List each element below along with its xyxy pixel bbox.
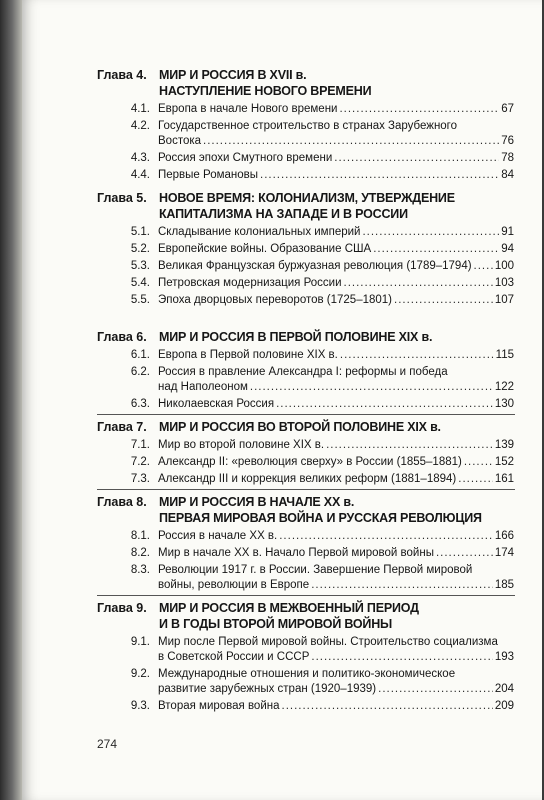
entry-title-line: Европейские войны. Образование США bbox=[158, 243, 372, 255]
chapter-9 bbox=[22, 599, 542, 714]
chapter-title-line: И В ГОДЫ ВТОРОЙ МИРОВОЙ ВОЙНЫ bbox=[159, 617, 393, 631]
entry-title-line: развитие зарубежных стран (1920–1939) bbox=[158, 683, 377, 695]
chapter-title bbox=[159, 600, 489, 632]
entry-title-line: Вторая мировая война bbox=[158, 700, 280, 712]
entry-number: 7.2. bbox=[130, 456, 150, 468]
toc-entry bbox=[22, 242, 542, 257]
entry-page-number: 76 bbox=[501, 135, 514, 147]
dot-leader bbox=[362, 225, 499, 240]
entry-title-line: Востока bbox=[158, 135, 202, 147]
dot-leader bbox=[378, 682, 493, 697]
dot-leader bbox=[339, 102, 499, 117]
dot-leader bbox=[394, 293, 493, 308]
entry-title-line: Эпоха дворцовых переворотов (1725–1801) bbox=[158, 294, 393, 306]
toc-entry bbox=[22, 293, 542, 308]
entry-number: 5.2. bbox=[130, 243, 150, 255]
chapter-title-line: МИР И РОССИЯ В ПЕРВОЙ ПОЛОВИНЕ XIX в. bbox=[159, 330, 433, 344]
entry-title-line: войны, революции в Европе bbox=[158, 579, 310, 591]
toc-entry bbox=[22, 455, 542, 470]
chapter-divider bbox=[97, 414, 515, 415]
dot-leader bbox=[203, 134, 499, 149]
entry-title-line: Петровская модернизация России bbox=[158, 277, 342, 289]
entry-number: 4.2. bbox=[130, 120, 150, 132]
entry-title-line: Россия в правление Александра I: реформы и победа bbox=[158, 366, 448, 378]
chapter-8 bbox=[22, 493, 542, 593]
chapter-label: Глава 5. bbox=[97, 191, 147, 205]
entry-number: 4.4. bbox=[130, 169, 150, 181]
entry-number: 4.1. bbox=[130, 103, 150, 115]
chapter-4 bbox=[22, 66, 542, 183]
chapter-title bbox=[159, 329, 489, 345]
entry-title-line: Первые Романовы bbox=[158, 169, 259, 181]
dot-leader bbox=[334, 151, 499, 166]
entry-number: 4.3. bbox=[130, 152, 150, 164]
entry-number: 6.2. bbox=[130, 366, 150, 378]
toc-entry bbox=[22, 397, 542, 412]
chapter-title-line: МИР И РОССИЯ В XVII в. bbox=[159, 68, 307, 82]
dot-leader bbox=[458, 472, 493, 487]
entry-title-line: Александр II: «революция сверху» в России (1855–1881) bbox=[158, 456, 462, 468]
chapter-heading bbox=[22, 599, 542, 635]
entry-page-number: 161 bbox=[494, 473, 514, 485]
dot-leader bbox=[474, 259, 493, 274]
entry-page-number: 94 bbox=[501, 243, 514, 255]
book-spine-shadow bbox=[0, 0, 22, 800]
chapter-label: Глава 7. bbox=[97, 420, 147, 434]
toc-entry bbox=[22, 546, 542, 561]
toc-entry bbox=[22, 365, 542, 395]
entry-page-number: 103 bbox=[494, 277, 514, 289]
chapter-title-line: НОВОЕ ВРЕМЯ: КОЛОНИАЛИЗМ, УТВЕРЖДЕНИЕ bbox=[159, 191, 455, 205]
entry-number: 6.3. bbox=[130, 398, 150, 410]
chapter-title bbox=[159, 419, 489, 435]
toc-entry bbox=[22, 259, 542, 274]
dot-leader bbox=[436, 546, 493, 561]
entry-page-number: 115 bbox=[495, 349, 514, 361]
chapter-heading bbox=[22, 328, 542, 348]
entry-number: 6.1. bbox=[130, 349, 150, 361]
entry-title-line: Великая Французская буржуазная революция (1789–1794) bbox=[158, 260, 472, 272]
entry-title-line: Россия в начале XX в. bbox=[158, 530, 278, 542]
entry-page-number: 209 bbox=[494, 700, 514, 712]
toc-entry bbox=[22, 699, 542, 714]
dot-leader bbox=[311, 650, 492, 665]
entry-page-number: 152 bbox=[494, 456, 514, 468]
toc-entry bbox=[22, 472, 542, 487]
entry-number: 5.5. bbox=[130, 294, 150, 306]
toc-entry bbox=[22, 151, 542, 166]
entry-number: 8.3. bbox=[130, 564, 150, 576]
dot-leader bbox=[326, 438, 493, 453]
toc-entry bbox=[22, 168, 542, 183]
entry-page-number: 78 bbox=[501, 152, 514, 164]
dot-leader bbox=[276, 397, 493, 412]
entry-page-number: 100 bbox=[494, 260, 514, 272]
entry-title-line: в Советской России и СССР bbox=[158, 651, 310, 663]
chapter-divider bbox=[97, 595, 515, 596]
entry-title-line: Мир после Первой мировой войны. Строительство социализма bbox=[158, 636, 498, 648]
entry-page-number: 130 bbox=[494, 398, 514, 410]
entry-page-number: 174 bbox=[494, 547, 514, 559]
chapter-5 bbox=[22, 189, 542, 308]
toc-entry bbox=[22, 563, 542, 593]
entry-number: 5.1. bbox=[130, 226, 150, 238]
chapter-title-line: МИР И РОССИЯ ВО ВТОРОЙ ПОЛОВИНЕ XIX в. bbox=[159, 420, 441, 434]
entry-number: 5.3. bbox=[130, 260, 150, 272]
dot-leader bbox=[260, 168, 499, 183]
entry-number: 9.2. bbox=[130, 668, 150, 680]
entry-page-number: 122 bbox=[494, 381, 514, 393]
toc-entry bbox=[22, 276, 542, 291]
dot-leader bbox=[344, 276, 493, 291]
toc-entry bbox=[22, 438, 542, 453]
entry-page-number: 193 bbox=[494, 651, 514, 663]
chapter-title-line: МИР И РОССИЯ В НАЧАЛЕ XX в. bbox=[159, 495, 355, 509]
entry-page-number: 67 bbox=[501, 103, 514, 115]
page-number: 274 bbox=[97, 737, 118, 751]
entry-title-line: Европа в начале Нового времени bbox=[158, 103, 338, 115]
toc-entry bbox=[22, 529, 542, 544]
toc-entry bbox=[22, 667, 542, 697]
entry-title-line: Россия эпохи Смутного времени bbox=[158, 152, 333, 164]
entry-title-line: над Наполеоном bbox=[158, 381, 248, 393]
toc-entry bbox=[22, 225, 542, 240]
dot-leader bbox=[279, 529, 493, 544]
entry-title-line: Николаевская Россия bbox=[158, 398, 275, 410]
toc-entry bbox=[22, 102, 542, 117]
entry-title-line: Европа в Первой половине XIX в. bbox=[158, 349, 338, 361]
chapter-heading bbox=[22, 493, 542, 529]
toc-entry bbox=[22, 119, 542, 149]
chapter-title bbox=[159, 67, 489, 99]
dot-leader bbox=[250, 380, 493, 395]
entry-title-line: Революции 1917 г. в России. Завершение Первой мировой bbox=[158, 564, 473, 576]
chapter-7 bbox=[22, 418, 542, 487]
entry-page-number: 91 bbox=[501, 226, 514, 238]
dot-leader bbox=[282, 699, 493, 714]
chapter-title-line: НАСТУПЛЕНИЕ НОВОГО ВРЕМЕНИ bbox=[159, 84, 372, 98]
entry-number: 9.3. bbox=[130, 700, 150, 712]
entry-page-number: 185 bbox=[494, 579, 514, 591]
entry-title-line: Международные отношения и политико-экономическое bbox=[158, 668, 456, 680]
chapter-title bbox=[159, 494, 489, 526]
chapter-title-line: МИР И РОССИЯ В МЕЖВОЕННЫЙ ПЕРИОД bbox=[159, 601, 419, 615]
chapter-label: Глава 4. bbox=[97, 68, 147, 82]
entry-number: 7.1. bbox=[130, 439, 150, 451]
chapter-label: Глава 6. bbox=[97, 330, 147, 344]
toc-entry bbox=[22, 635, 542, 665]
chapter-6 bbox=[22, 328, 542, 412]
chapter-label: Глава 9. bbox=[97, 601, 147, 615]
chapter-heading bbox=[22, 418, 542, 438]
chapter-title-line: ПЕРВАЯ МИРОВАЯ ВОЙНА И РУССКАЯ РЕВОЛЮЦИЯ bbox=[159, 511, 482, 525]
entry-title-line: Мир во второй половине XIX в. bbox=[158, 439, 325, 451]
entry-page-number: 139 bbox=[494, 439, 514, 451]
entry-number: 8.1. bbox=[130, 530, 150, 542]
entry-number: 7.3. bbox=[130, 473, 150, 485]
dot-leader bbox=[340, 348, 494, 363]
entry-page-number: 204 bbox=[494, 683, 514, 695]
chapter-heading bbox=[22, 189, 542, 225]
entry-number: 8.2. bbox=[130, 547, 150, 559]
chapter-title-line: КАПИТАЛИЗМА НА ЗАПАДЕ И В РОССИИ bbox=[159, 207, 408, 221]
entry-title-line: Александр III и коррекция великих реформ (1881–1894) bbox=[158, 473, 457, 485]
entry-number: 9.1. bbox=[130, 636, 150, 648]
table-of-contents bbox=[22, 66, 542, 716]
entry-title-line: Государственное строительство в странах Зарубежного bbox=[158, 120, 458, 132]
dot-leader bbox=[373, 242, 499, 257]
book-page bbox=[22, 0, 542, 800]
entry-page-number: 107 bbox=[494, 294, 514, 306]
entry-title-line: Складывание колониальных империй bbox=[158, 226, 361, 238]
chapter-heading bbox=[22, 66, 542, 102]
dot-leader bbox=[311, 578, 493, 593]
entry-page-number: 84 bbox=[501, 169, 514, 181]
dot-leader bbox=[464, 455, 493, 470]
chapter-title bbox=[159, 190, 489, 222]
entry-title-line: Мир в начале XX в. Начало Первой мировой войны bbox=[158, 547, 434, 559]
chapter-divider bbox=[97, 489, 515, 490]
chapter-label: Глава 8. bbox=[97, 495, 147, 509]
entry-number: 5.4. bbox=[130, 277, 150, 289]
toc-entry bbox=[22, 348, 542, 363]
entry-page-number: 166 bbox=[494, 530, 514, 542]
